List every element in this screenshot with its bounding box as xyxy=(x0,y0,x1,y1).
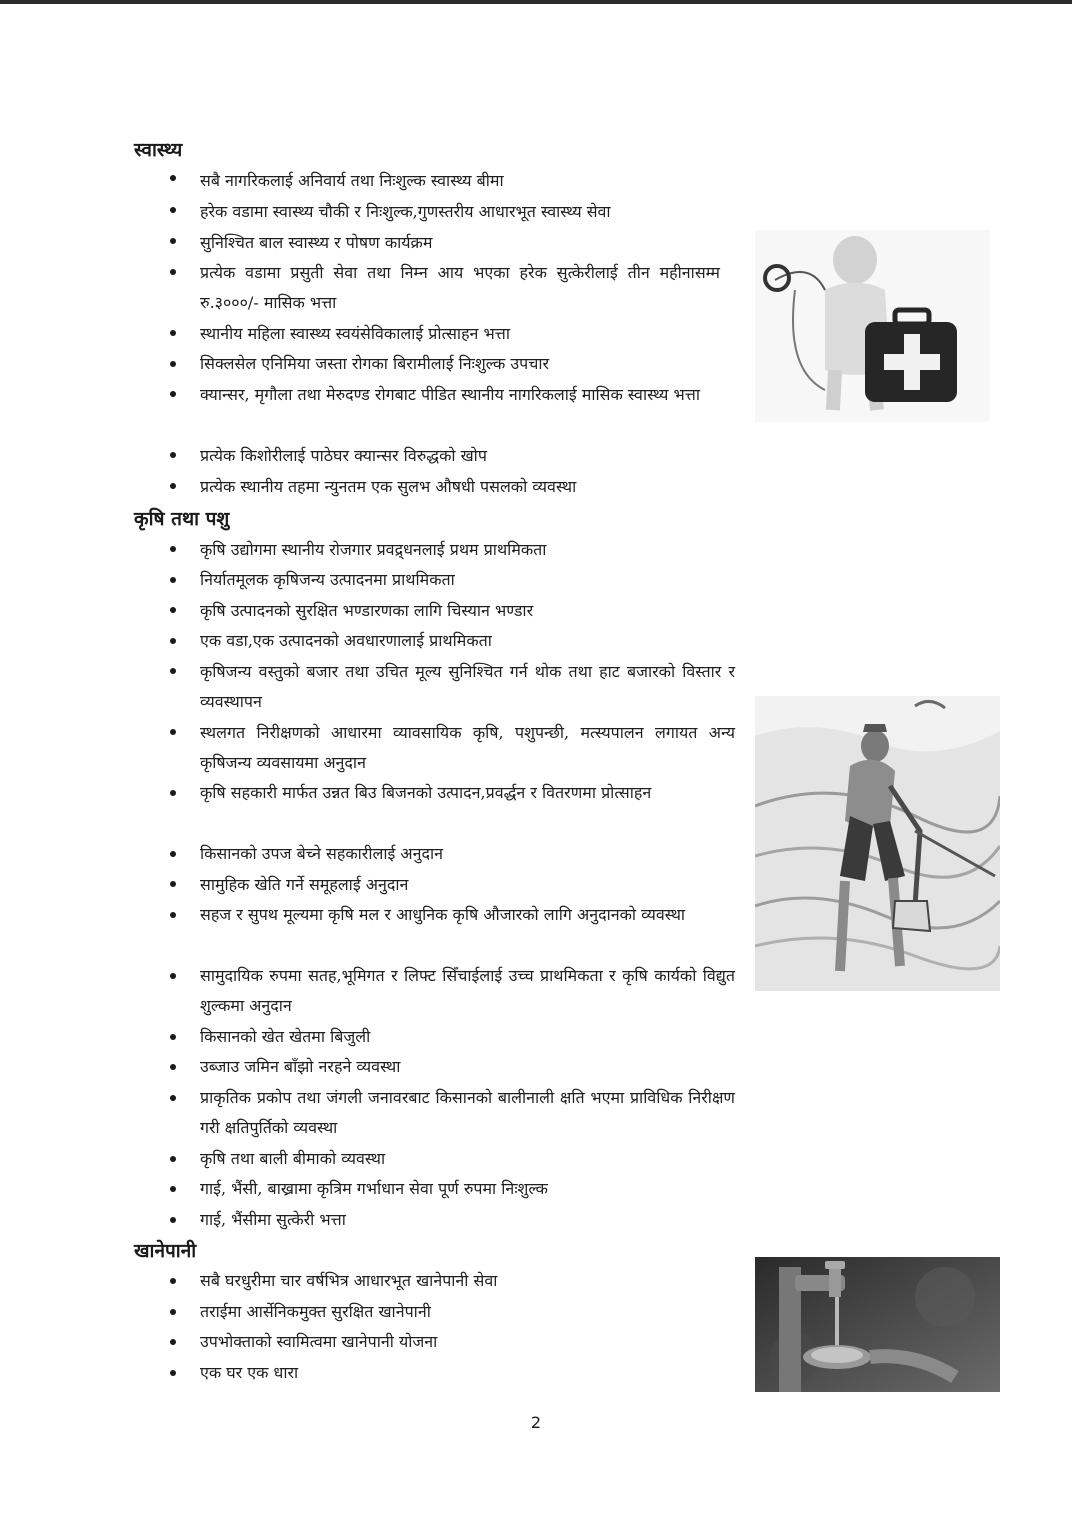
bullet-icon xyxy=(170,1278,176,1284)
list-item-text: सामुहिक खेति गर्ने समूहलाई अनुदान xyxy=(200,875,409,894)
list-item-text: किसानको खेत खेतमा बिजुली xyxy=(200,1027,371,1046)
bullet-icon xyxy=(170,391,176,397)
bullet-icon xyxy=(170,269,176,275)
list-item-text: उपभोक्ताको स्वामित्वमा खानेपानी योजना xyxy=(200,1332,438,1351)
list-item-text: गाई, भैंसी, बाख्रामा कृत्रिम गर्भाधान सेवा पूर्ण रुपमा निःशुल्क xyxy=(200,1179,548,1198)
bullet-icon xyxy=(170,729,176,735)
farmer-illustration xyxy=(755,696,1000,991)
bullet-icon xyxy=(170,546,176,552)
bullet-icon xyxy=(170,638,176,644)
bullet-icon xyxy=(170,790,176,796)
list-item-text: हरेक वडामा स्वास्थ्य चौकी र निःशुल्क,गुणस्तरीय आधारभूत स्वास्थ्य सेवा xyxy=(200,202,611,221)
bullet-icon xyxy=(170,1095,176,1101)
heading-water: खानेपानी xyxy=(134,1240,197,1262)
list-item-text: कृषि उद्योगमा स्थानीय रोजगार प्रवद्र्धनलाई प्रथम प्राथमिकता xyxy=(200,540,547,559)
list-item-text: सहज र सुपथ मूल्यमा कृषि मल र आधुनिक कृषि औजारको लागि अनुदानको व्यवस्था xyxy=(200,905,686,924)
bullet-icon xyxy=(170,452,176,458)
list-item-text: प्रत्येक वडामा प्रसुती सेवा तथा निम्न आय भएका हरेक सुत्केरीलाई तीन महीनासम्म रु.३०००/- मासिक भत्ता xyxy=(200,263,720,312)
list-item-text: एक घर एक धारा xyxy=(200,1363,299,1382)
list-item-text: तराईमा आर्सेनिकमुक्त सुरक्षित खानेपानी xyxy=(200,1302,431,1321)
page-number: 2 xyxy=(530,1413,542,1432)
bullet-icon xyxy=(170,483,176,489)
list-item-text: प्रत्येक किशोरीलाई पाठेघर क्यान्सर विरुद्धको खोप xyxy=(200,446,487,465)
bullet-icon xyxy=(170,1370,176,1376)
list-item-text: निर्यातमूलक कृषिजन्य उत्पादनमा प्राथमिकता xyxy=(200,570,455,589)
list-item-text: कृषि सहकारी मार्फत उन्नत बिउ बिजनको उत्पादन,प्रवर्द्धन र वितरणमा प्रोत्साहन xyxy=(200,783,652,802)
list-item-text: उब्जाउ जमिन बाँझो नरहने व्यवस्था xyxy=(200,1057,401,1076)
water-tap-illustration xyxy=(755,1257,1000,1392)
bullet-icon xyxy=(170,361,176,367)
bullet-icon xyxy=(170,1064,176,1070)
bullet-icon xyxy=(170,881,176,887)
list-item-text: एक वडा,एक उत्पादनको अवधारणालाई प्राथमिकता xyxy=(200,631,492,650)
heading-health: स्वास्थ्य xyxy=(134,139,183,161)
list-item-text: प्राकृतिक प्रकोप तथा जंगली जनावरबाट किसानको बालीनाली क्षति भएमा प्राविधिक निरीक्षण गरी क्षतिपुर्तिको व्यवस्था xyxy=(200,1088,735,1137)
heading-agriculture: कृषि तथा पशु xyxy=(134,508,230,530)
list-item-text: प्रत्येक स्थानीय तहमा न्युनतम एक सुलभ औषधी पसलको व्यवस्था xyxy=(200,477,577,496)
list-item-text: गाई, भैंसीमा सुत्केरी भत्ता xyxy=(200,1210,346,1229)
list-item-text: सिक्लसेल एनिमिया जस्ता रोगका बिरामीलाई निःशुल्क उपचार xyxy=(200,354,550,373)
list-item-text: सामुदायिक रुपमा सतह,भूमिगत र लिफ्ट सिँचाईलाई उच्च प्राथमिकता र कृषि कार्यको विद्युत शुल्कमा अनुदान xyxy=(200,966,735,1015)
bullet-icon xyxy=(170,330,176,336)
list-item-text: क्यान्सर, मृगौला तथा मेरुदण्ड रोगबाट पीडित स्थानीय नागरिकलाई मासिक स्वास्थ्य भत्ता xyxy=(200,385,700,404)
list-item-text: स्थलगत निरीक्षणको आधारमा व्यावसायिक कृषि, पशुपन्छी, मत्स्यपालन लगायत अन्य कृषिजन्य व्यवसायमा अनुदान xyxy=(200,723,735,772)
list-item-text: कृषि तथा बाली बीमाको व्यवस्था xyxy=(200,1149,386,1168)
bullet-icon xyxy=(170,1186,176,1192)
bullet-icon xyxy=(170,1309,176,1315)
list-item-text: कृषिजन्य वस्तुको बजार तथा उचित मूल्य सुनिश्चित गर्न थोक तथा हाट बजारको विस्तार र व्यवस्थापन xyxy=(200,662,735,711)
bullet-icon xyxy=(170,577,176,583)
bullet-icon xyxy=(170,912,176,918)
bullet-icon xyxy=(170,207,176,213)
bullet-icon xyxy=(170,1339,176,1345)
bullet-icon xyxy=(170,175,176,181)
bullet-icon xyxy=(170,1034,176,1040)
farmer-illustration-svg xyxy=(755,696,1000,991)
health-illustration xyxy=(755,230,990,422)
list-item-text: स्थानीय महिला स्वास्थ्य स्वयंसेविकालाई प्रोत्साहन भत्ता xyxy=(200,324,510,343)
bullet-icon xyxy=(170,238,176,244)
bullet-icon xyxy=(170,1217,176,1223)
bullet-icon xyxy=(170,851,176,857)
bullet-icon xyxy=(170,973,176,979)
health-illustration-svg xyxy=(755,230,990,422)
bullet-icon xyxy=(170,607,176,613)
list-item-text: सबै घरधुरीमा चार वर्षभित्र आधारभूत खानेपानी सेवा xyxy=(200,1271,498,1290)
water-tap-illustration-svg xyxy=(755,1257,1000,1392)
list-item-text: किसानको उपज बेच्ने सहकारीलाई अनुदान xyxy=(200,844,444,863)
list-item-text: कृषि उत्पादनको सुरक्षित भण्डारणका लागि चिस्यान भण्डार xyxy=(200,601,534,620)
list-item-text: सुनिश्चित बाल स्वास्थ्य र पोषण कार्यक्रम xyxy=(200,233,433,252)
bullet-icon xyxy=(170,668,176,674)
bullet-icon xyxy=(170,1156,176,1162)
list-item-text: सबै नागरिकलाई अनिवार्य तथा निःशुल्क स्वास्थ्य बीमा xyxy=(200,171,504,190)
